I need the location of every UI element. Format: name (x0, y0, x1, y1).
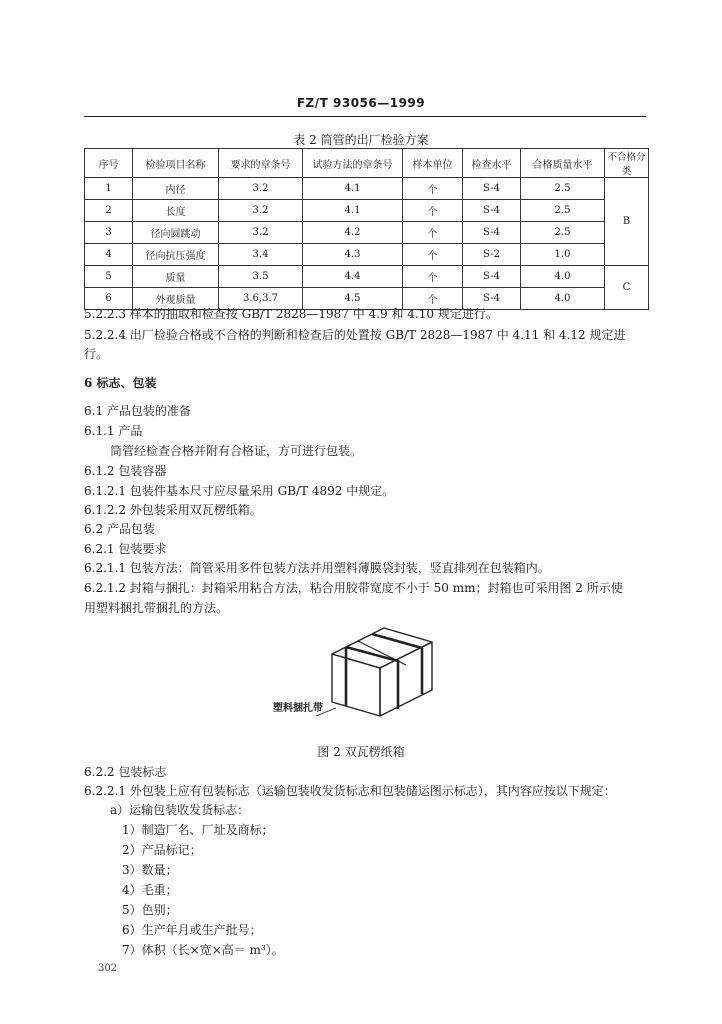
list-item-4: 4）毛重； (122, 883, 178, 897)
table-cell: S-4 (463, 266, 521, 288)
table-cell: 外观质量 (133, 288, 219, 310)
table-cell: 4.4 (303, 266, 403, 288)
table-cell: S-2 (463, 244, 521, 266)
carton-front-face (332, 654, 380, 716)
defect-class-c: C (605, 266, 649, 310)
table-cell: 个 (403, 288, 463, 310)
table-cell: 个 (403, 266, 463, 288)
table-cell: 2.5 (521, 178, 605, 200)
table-cell: 4.0 (521, 266, 605, 288)
clause-6-2-1: 6.2.1 包装要求 (84, 542, 167, 556)
defect-class-b: B (605, 178, 649, 266)
clause-6-1-2: 6.1.2 包装容器 (84, 464, 167, 478)
table-cell: S-4 (463, 222, 521, 244)
table-row (85, 244, 649, 266)
col-header: 要求的章条号 (219, 149, 303, 178)
list-item-6: 6）生产年月或生产批号； (122, 923, 262, 937)
table-cell: 5 (85, 266, 133, 288)
col-header: 样本单位 (403, 149, 463, 178)
table-cell: 4.5 (303, 288, 403, 310)
table-cell: 径向圆跳动 (133, 222, 219, 244)
table-row (85, 266, 649, 288)
figure-caption: 图 2 双瓦楞纸箱 (317, 745, 405, 759)
table-cell: 3.2 (219, 178, 303, 200)
table-cell: 质量 (133, 266, 219, 288)
list-item-2: 2）产品标记； (122, 843, 202, 857)
clause-6-2-1-1: 6.2.1.1 包装方法：筒管采用多件包装方法并用塑料薄膜袋封装，竖直排列在包装箱内。 (84, 561, 550, 575)
table-cell: 3.5 (219, 266, 303, 288)
table-cell: 4.1 (303, 200, 403, 222)
clause-5-2-2-4: 5.2.2.4 出厂检验合格或不合格的判断和检查后的处置按 GB/T 2828—1987 中 4.11 和 4.12 规定进 (84, 328, 626, 342)
clause-6-2-2: 6.2.2 包装标志 (84, 765, 167, 779)
col-header: 检验项目名称 (133, 149, 219, 178)
clause-6-1-2-2: 6.1.2.2 外包装采用双瓦楞纸箱。 (84, 503, 262, 517)
table-cell: 2.5 (521, 222, 605, 244)
table-header-row (85, 149, 649, 178)
clause-6-2-1-2-cont: 用塑料捆扎带捆扎的方法。 (84, 601, 229, 615)
section-6-heading: 6 标志、包装 (84, 376, 157, 390)
col-header: 不合格分类 (605, 149, 649, 178)
list-a-heading: a）运输包装收发货标志： (110, 803, 250, 817)
strap-label: 塑料捆扎带 (273, 703, 323, 714)
table-cell: 径向抗压强度 (133, 244, 219, 266)
clause-5-2-2-3: 5.2.2.3 样本的抽取和检查按 GB/T 2828—1987 中 4.9 和 4.10 规定进行。 (84, 307, 498, 321)
table-cell: S-4 (463, 288, 521, 310)
table-cell: 1.0 (521, 244, 605, 266)
list-item-1: 1）制造厂名、厂址及商标； (122, 823, 274, 837)
header-rule (84, 116, 646, 117)
table-cell: 6 (85, 288, 133, 310)
list-item-7: 7）体积（长×宽×高＝ m³）。 (122, 943, 284, 957)
clause-6-1-1-text: 筒管经检查合格并附有合格证，方可进行包装。 (110, 444, 363, 458)
clause-6-2-1-2: 6.2.1.2 封箱与捆扎：封箱采用粘合方法，粘合用胶带宽度不小于 50 mm；封箱也可采用图 2 所示使 (84, 581, 623, 595)
table-row (85, 222, 649, 244)
table-caption: 表 2 筒管的出厂检验方案 (293, 133, 429, 147)
standard-number-header: FZ/T 93056—1999 (296, 96, 426, 110)
clause-5-2-2-4-cont: 行。 (84, 347, 109, 361)
table-cell: 2 (85, 200, 133, 222)
clause-6-1-2-1: 6.1.2.1 包装件基本尺寸应尽量采用 GB/T 4892 中规定。 (84, 484, 395, 498)
col-header: 试验方法的章条号 (303, 149, 403, 178)
table-cell: 1 (85, 178, 133, 200)
col-header: 序号 (85, 149, 133, 178)
strap-line (346, 647, 398, 709)
clause-6-2: 6.2 产品包装 (84, 522, 155, 536)
table-cell: 4.2 (303, 222, 403, 244)
table-cell: 内径 (133, 178, 219, 200)
table-cell: 个 (403, 200, 463, 222)
table-cell: 3.6,3.7 (219, 288, 303, 310)
list-item-3: 3）数量； (122, 863, 178, 877)
table-cell: 个 (403, 244, 463, 266)
table-cell: 4.1 (303, 178, 403, 200)
table-cell: S-4 (463, 178, 521, 200)
table-cell: 3.2 (219, 222, 303, 244)
clause-6-1-1: 6.1.1 产品 (84, 424, 143, 438)
list-item-5: 5）色别； (122, 903, 178, 917)
table-cell: 4.3 (303, 244, 403, 266)
table-cell: 3.4 (219, 244, 303, 266)
inspection-plan-table (84, 148, 649, 310)
col-header: 合格质量水平 (521, 149, 605, 178)
table-cell: 4.0 (521, 288, 605, 310)
table-cell: S-4 (463, 200, 521, 222)
table-cell: 个 (403, 178, 463, 200)
table-cell: 3 (85, 222, 133, 244)
table-row (85, 178, 649, 200)
table-row (85, 200, 649, 222)
table-cell: 4 (85, 244, 133, 266)
table-cell: 3.2 (219, 200, 303, 222)
table-cell: 2.5 (521, 200, 605, 222)
clause-6-1: 6.1 产品包装的准备 (84, 404, 191, 418)
table-cell: 长度 (133, 200, 219, 222)
page-number: 302 (98, 963, 118, 974)
carton-side-face (380, 642, 432, 716)
clause-6-2-2-1: 6.2.2.1 外包装上应有包装标志（运输包装收发货标志和包装储运图示标志），其内容应按以下规定： (84, 784, 616, 798)
table-cell: 个 (403, 222, 463, 244)
col-header: 检查水平 (463, 149, 521, 178)
